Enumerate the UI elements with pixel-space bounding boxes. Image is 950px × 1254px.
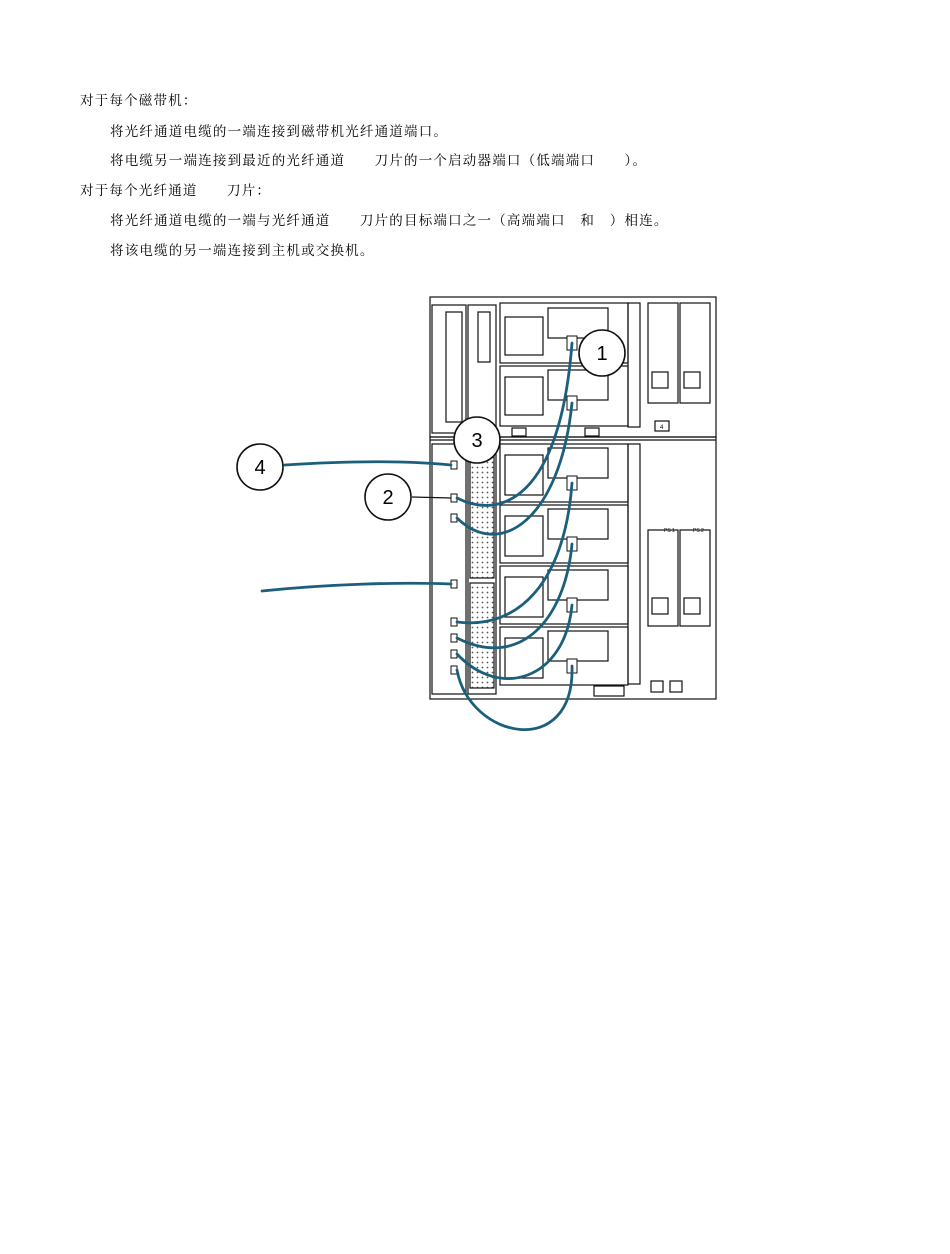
fibre-cables [262,343,572,730]
tape-step-1: 将光纤通道电缆的一端连接到磁带机光纤通道端口。 [110,124,449,140]
ps2-label: PS 2 [693,528,704,534]
svg-text:1: 1 [596,343,608,365]
svg-text:2: 2 [382,487,394,509]
tape-step-2: 将电缆另一端连接到最近的光纤通道 刀片的一个启动器端口（低端端口 ）。 [110,153,648,169]
tape-drive-heading: 对于每个磁带机： [80,93,198,109]
host-cable-lower [262,583,451,591]
svg-text:4: 4 [254,457,266,479]
module-number-label: 4 [660,425,664,431]
blade-step-2: 将该电缆的另一端连接到主机或交换机。 [110,243,375,259]
blade-step-1: 将光纤通道电缆的一端与光纤通道 刀片的目标端口之一（高端端口 和 ）相连。 [110,213,669,229]
callout-2 [365,474,411,520]
ps1-label: PS 1 [664,528,675,534]
callout-3 [454,417,500,463]
callout-1 [579,330,625,376]
host-cable-4 [285,462,451,465]
blade-heading: 对于每个光纤通道 刀片： [80,183,272,199]
callout-2-leader [412,497,451,498]
svg-text:3: 3 [471,430,483,452]
library-chassis [430,297,716,699]
callout-4 [237,444,283,490]
